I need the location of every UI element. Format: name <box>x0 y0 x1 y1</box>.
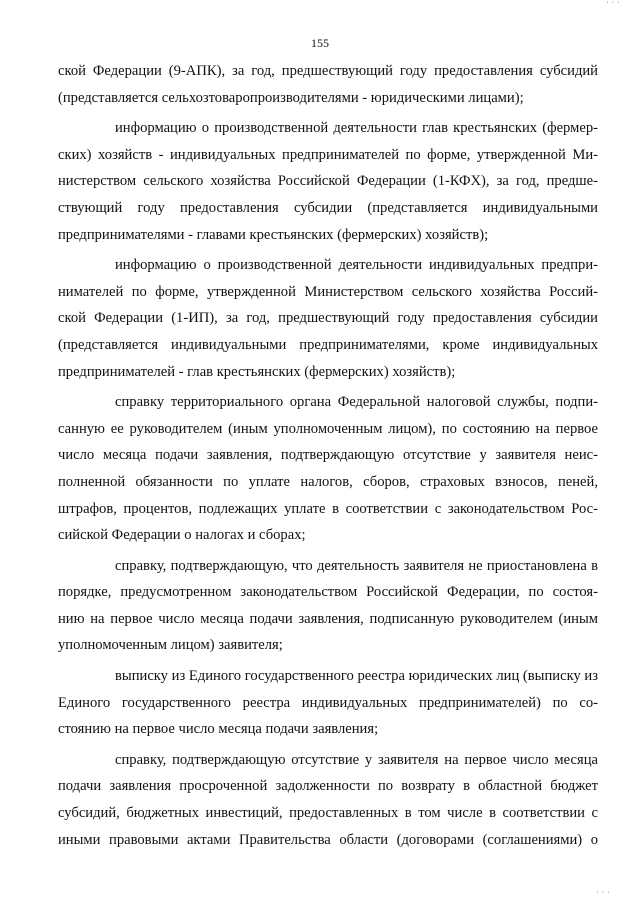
text-line: выписку из Единого государственного реестра юридических лиц (выписку из <box>115 668 598 685</box>
text-line: стоянию на первое число месяца подачи заявления; <box>58 721 379 738</box>
text-line: Единого государственного реестра индивидуальных предпринимателей) по со- <box>58 694 598 711</box>
text-line: нистерством сельского хозяйства Российской Федерации (1-КФХ), за год, предше- <box>58 173 598 190</box>
text-line: информацию о производственной деятельности индивидуальных предпри- <box>115 257 598 274</box>
text-line: (представляется сельхозтоваропроизводителями - юридическими лицами); <box>58 89 524 106</box>
page-number: 155 <box>311 36 329 50</box>
text-line: ствующий году предоставления субсидии (представляется индивидуальными <box>58 199 598 216</box>
text-line: (представляется индивидуальными предпринимателями, кроме индивидуальных <box>58 336 598 353</box>
paragraph <box>58 663 598 743</box>
paragraph <box>58 553 598 659</box>
paragraph <box>58 58 598 111</box>
text-line: ской Федерации (9-АПК), за год, предшествующий году предоставления субсидий <box>58 63 598 79</box>
scan-corner-mark-bottom: ' ' ' <box>596 890 610 899</box>
text-line: предпринимателей - глав крестьянских (фермерских) хозяйств); <box>58 363 456 380</box>
document-body <box>58 58 598 857</box>
text-line: подачи заявления просроченной задолженности по возврату в областной бюджет <box>58 778 598 795</box>
text-line: порядке, предусмотренном законодательством Российской Федерации, по состоя- <box>58 584 598 601</box>
text-line: ских) хозяйств - индивидуальных предпринимателей по форме, утвержденной Ми- <box>58 146 598 163</box>
text-line: нимателей по форме, утвержденной Министерством сельского хозяйства Россий- <box>58 283 598 300</box>
text-line: штрафов, процентов, подлежащих уплате в соответствии с законодательством Рос- <box>58 500 598 517</box>
text-line: справку, подтверждающую, что деятельность заявителя не приостановлена в <box>115 557 598 574</box>
paragraph <box>58 389 598 549</box>
text-line: санную ее руководителем (иным уполномоченным лицом), по состоянию на первое <box>58 420 598 437</box>
paragraph <box>58 747 598 853</box>
text-line: полненной обязанности по уплате налогов, сборов, страховых взносов, пеней, <box>58 473 598 490</box>
scan-corner-mark-top: ' ' ' <box>606 0 620 9</box>
text-line: справку, подтверждающую отсутствие у заявителя на первое число месяца <box>115 751 598 768</box>
text-line: ской Федерации (1-ИП), за год, предшествующий году предоставления субсидии <box>58 310 598 327</box>
paragraph <box>58 115 598 248</box>
text-line: предпринимателями - главами крестьянских (фермерских) хозяйств); <box>58 226 489 243</box>
text-line: субсидий, бюджетных инвестиций, предоставленных в том числе в соответствии с <box>58 805 598 822</box>
text-line: информацию о производственной деятельности глав крестьянских (фермер- <box>115 120 598 137</box>
text-line: уполномоченным лицом) заявителя; <box>58 637 283 654</box>
text-line: нию на первое число месяца подачи заявления, подписанную руководителем (иным <box>58 610 598 627</box>
text-line: иными правовыми актами Правительства области (договорами (соглашениями) о <box>58 831 598 848</box>
text-line: справку территориального органа Федеральной налоговой службы, подпи- <box>115 394 598 411</box>
text-line: сийской Федерации о налогах и сборах; <box>58 527 306 544</box>
text-line: число месяца подачи заявления, подтверждающую отсутствие у заявителя неис- <box>58 447 598 464</box>
paragraph <box>58 252 598 385</box>
